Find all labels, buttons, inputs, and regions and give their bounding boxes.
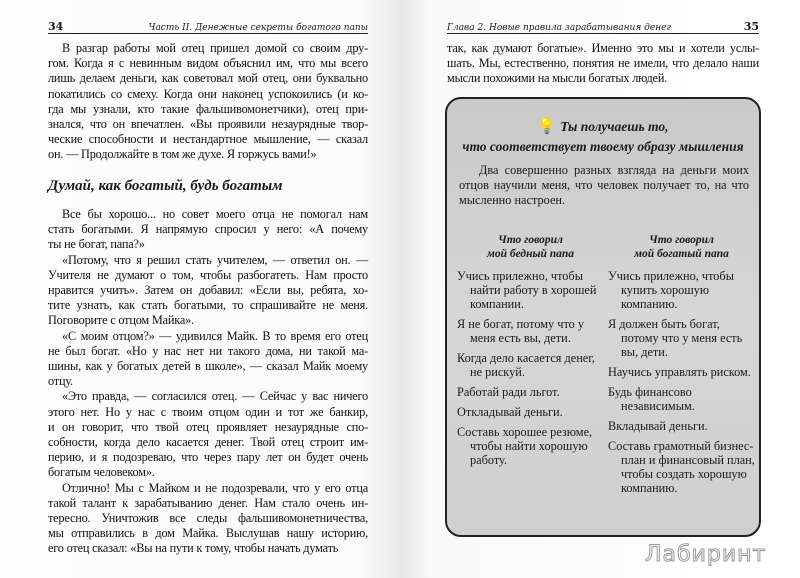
page-number: 35 bbox=[743, 20, 759, 33]
rich-header-line-2: мой богатый папа bbox=[634, 248, 729, 260]
text-line: нравится учить». Затем он добавил: «Если вы, ребята, хо- bbox=[48, 283, 368, 298]
text-line: не был богат. «Но у нас нет ни такого дома, ни такой ма- bbox=[48, 343, 368, 358]
box-title bbox=[447, 117, 759, 156]
text-line: гом. Когда я с невинным видом объяснил им, что мы всего bbox=[48, 56, 368, 71]
poor-dad-saying: Учись прилежно, чтобы найти работу в хорошей компании. bbox=[457, 269, 597, 311]
text-line: «Это правда, — согласился отец. — Сейчас у вас ничего bbox=[62, 389, 368, 404]
box-title-line-2: что соответствует твоему образу мышления bbox=[462, 139, 744, 154]
poor-dad-column bbox=[457, 233, 604, 501]
poor-dad-header bbox=[457, 233, 604, 261]
text-line: его отец сказал: «Вы на пути к тому, чтобы начать думать bbox=[48, 541, 339, 556]
text-line: Поговорите с отцом Майка». bbox=[48, 313, 194, 328]
text-line: мысли похожими на мысли богатых людей. bbox=[447, 71, 668, 86]
text-line: такой талант к зарабатыванию денег. Нам стало очень ин- bbox=[48, 495, 368, 510]
section-heading: Думай, как богатый, будь богатым bbox=[48, 178, 283, 194]
poor-header-line-2: мой бедный папа bbox=[486, 248, 575, 260]
text-line: лишь делаем деньги, как советовал мой отец, они буквально bbox=[48, 71, 368, 86]
rich-dad-header bbox=[608, 233, 755, 261]
page-number: 34 bbox=[48, 20, 64, 33]
text-line: богатым человеком». bbox=[48, 465, 155, 480]
right-page bbox=[400, 0, 800, 578]
text-line: ты не богат, папа?» bbox=[48, 237, 145, 252]
lightbulb-icon: 💡 bbox=[537, 119, 557, 135]
rich-dad-column bbox=[608, 233, 755, 501]
poor-dad-saying: Работай ради льгот. bbox=[457, 385, 560, 399]
text-line: тересно. Уничтожив все следы фальшивомонетничества, bbox=[48, 511, 368, 526]
rich-header-line-1: Что говорил bbox=[649, 234, 714, 246]
poor-dad-saying: Я не богат, потому что у меня есть вы, дети. bbox=[457, 317, 585, 345]
text-line: «Потому, что я решил стать учителем, — ответил он. — bbox=[62, 252, 368, 267]
text-line: так, как думают богатые». Именно это мы и хотели услы- bbox=[447, 41, 759, 55]
rich-dad-saying: Вкладывай деньги. bbox=[608, 419, 708, 433]
text-line: Все бы хорошо... но совет моего отца не помогал нам bbox=[62, 207, 368, 221]
rich-dad-saying: Научись управлять риском. bbox=[608, 365, 751, 379]
text-line: мы отправились в дом Майка. Выслушав нашу историю, bbox=[48, 526, 368, 541]
paragraph-2 bbox=[48, 207, 368, 557]
text-line: этого нет. Но у нас с твоим отцом один и тот же банкир, bbox=[48, 404, 368, 419]
poor-dad-saying: Когда дело касается денег, не рискуй. bbox=[457, 351, 595, 379]
text-line: стать богатыми. Я напрямую спросил у него: «А почему bbox=[48, 222, 368, 237]
comparison-columns bbox=[457, 233, 755, 501]
rich-dad-saying: Составь грамотный бизнес-план и финансовый план, чтобы создать хорошую компанию. bbox=[608, 439, 755, 495]
poor-dad-saying: Составь хорошее резюме, чтобы найти хорошую работу. bbox=[457, 425, 593, 467]
sidebar-box bbox=[445, 97, 761, 537]
running-head-left bbox=[48, 22, 368, 34]
text-line: шины, как у богатых детей в школе», — сказал Майк моему bbox=[48, 359, 368, 374]
paragraph-1 bbox=[48, 41, 368, 163]
text-line: В разгар работы мой отец пришел домой со своим дру- bbox=[62, 41, 368, 55]
text-line: гда мы узнали, кто такие фальшивомонетчики), отец при- bbox=[48, 101, 368, 116]
text-line: и он говорит, что твой отец проявляет незаурядные спо- bbox=[48, 419, 368, 434]
text-line: перию, и я подозреваю, что через пару лет он будет очень bbox=[48, 450, 368, 465]
text-line: он. — Продолжайте в том же духе. Я горжусь вами!» bbox=[48, 147, 317, 162]
text-line: Учителя не думают о том, чтобы разбогатеть. Нам просто bbox=[48, 267, 368, 282]
poor-dad-saying: Откладывай деньги. bbox=[457, 405, 563, 419]
running-head-text: Часть II. Денежные секреты богатого папы bbox=[148, 23, 368, 33]
text-line: покатились со смеху. Когда они наконец успокоились (и ко- bbox=[48, 86, 368, 101]
running-head-text: Глава 2. Новые правила зарабатывания денег bbox=[447, 23, 672, 33]
text-line: «С моим отцом?» — удивился Майк. В то время его отец bbox=[62, 328, 368, 343]
box-title-line-1: Ты получаешь то, bbox=[560, 119, 669, 134]
labirint-watermark-logo: Лабиринт bbox=[645, 542, 767, 567]
text-line: собности, когда дело касается денег. Твой отец строит им- bbox=[48, 435, 368, 450]
text-line: шать. Мы, естественно, понятия не имели, что делало наши bbox=[447, 56, 759, 71]
rich-dad-saying: Учись прилежно, чтобы купить хорошую компанию. bbox=[608, 269, 734, 311]
text-line: тите узнать, как стать богатыми, то спрашивайте не меня. bbox=[48, 298, 368, 313]
paragraph-continued bbox=[447, 41, 759, 87]
text-line: Отлично! Мы с Майком и не подозревали, что у его отца bbox=[62, 480, 368, 495]
running-head-right bbox=[447, 22, 759, 34]
rich-dad-saying: Я должен быть богат, потому что у меня есть вы, дети. bbox=[608, 317, 743, 359]
box-intro: Два совершенно разных взгляда на деньги моих отцов научили меня, что человек получает то, на что мысленно настроен. bbox=[459, 163, 749, 207]
rich-dad-saying: Будь финансово независимым. bbox=[608, 385, 695, 413]
text-line: знался, что он впечатлен. «Вы проявили незаурядные твор- bbox=[48, 117, 368, 132]
text-line: отцу. bbox=[48, 374, 73, 389]
text-line: ческие способности и нестандартное мышление, — сказал bbox=[48, 132, 368, 147]
poor-header-line-1: Что говорил bbox=[498, 234, 563, 246]
